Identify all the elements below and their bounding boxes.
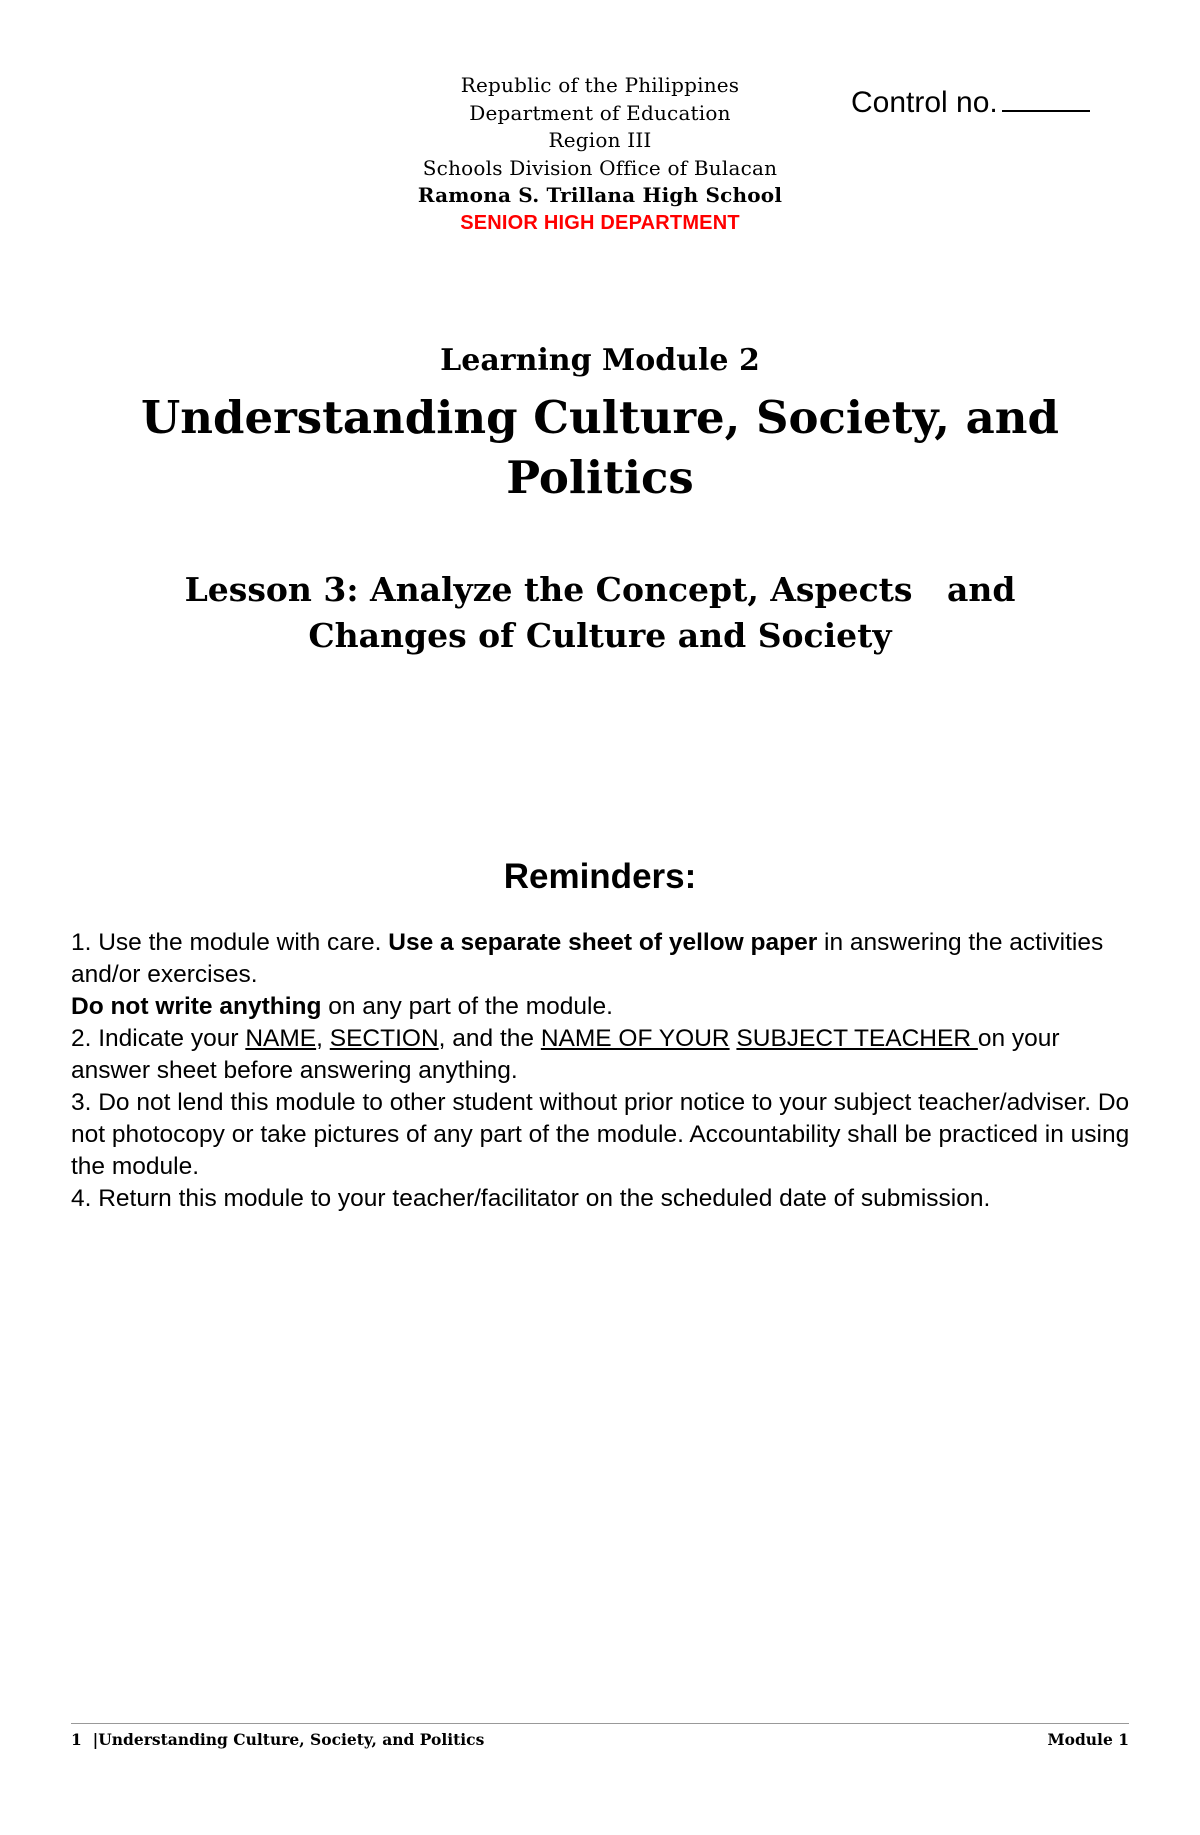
page-footer <box>71 1730 1129 1749</box>
footer-page-label: 1 |Understanding Culture, Society, and Politics <box>71 1730 485 1749</box>
reminder-item-2: 2. Indicate your NAME, SECTION, and the NAME OF YOUR SUBJECT TEACHER on your answer sheet before answering anything. <box>71 1025 1060 1084</box>
page-title-line2: Politics <box>506 451 694 504</box>
footer-module-label: Module 1 <box>1047 1730 1129 1749</box>
page-title-line1: Understanding Culture, Society, and <box>141 391 1059 444</box>
control-number-blank <box>1002 86 1090 112</box>
header-department: SENIOR HIGH DEPARTMENT <box>460 211 740 234</box>
lesson-title <box>120 567 1080 659</box>
footer-divider <box>71 1723 1129 1724</box>
lesson-title-line1: Lesson 3: Analyze the Concept, Aspects and <box>184 570 1016 609</box>
control-number-label: Control no. <box>851 86 998 119</box>
reminders-list <box>71 927 1141 1215</box>
control-number <box>851 86 1090 120</box>
header-republic: Republic of the Philippines <box>460 73 740 97</box>
reminder-item-1-cont: Do not write anything on any part of the module. <box>71 993 613 1020</box>
reminders-heading: Reminders: <box>503 857 697 896</box>
page-title <box>90 388 1110 508</box>
lesson-title-line2: Changes of Culture and Society <box>308 616 892 655</box>
reminder-item-3: 3. Do not lend this module to other student without prior notice to your subject teacher/adviser. Do not photocopy or take pictures of any part of the module. Accountability shall be practiced in using the module. <box>71 1089 1130 1180</box>
header-deped: Department of Education <box>469 100 731 125</box>
header-region: Region III <box>548 128 652 152</box>
reminder-item-1: 1. Use the module with care. Use a separate sheet of yellow paper in answering the activities and/or exercises. <box>71 929 1104 988</box>
header-division: Schools Division Office of Bulacan <box>422 155 778 180</box>
module-label: Learning Module 2 <box>440 343 760 378</box>
header-school-name: Ramona S. Trillana High School <box>417 183 783 207</box>
reminder-item-4: 4. Return this module to your teacher/facilitator on the scheduled date of submission. <box>71 1185 991 1212</box>
